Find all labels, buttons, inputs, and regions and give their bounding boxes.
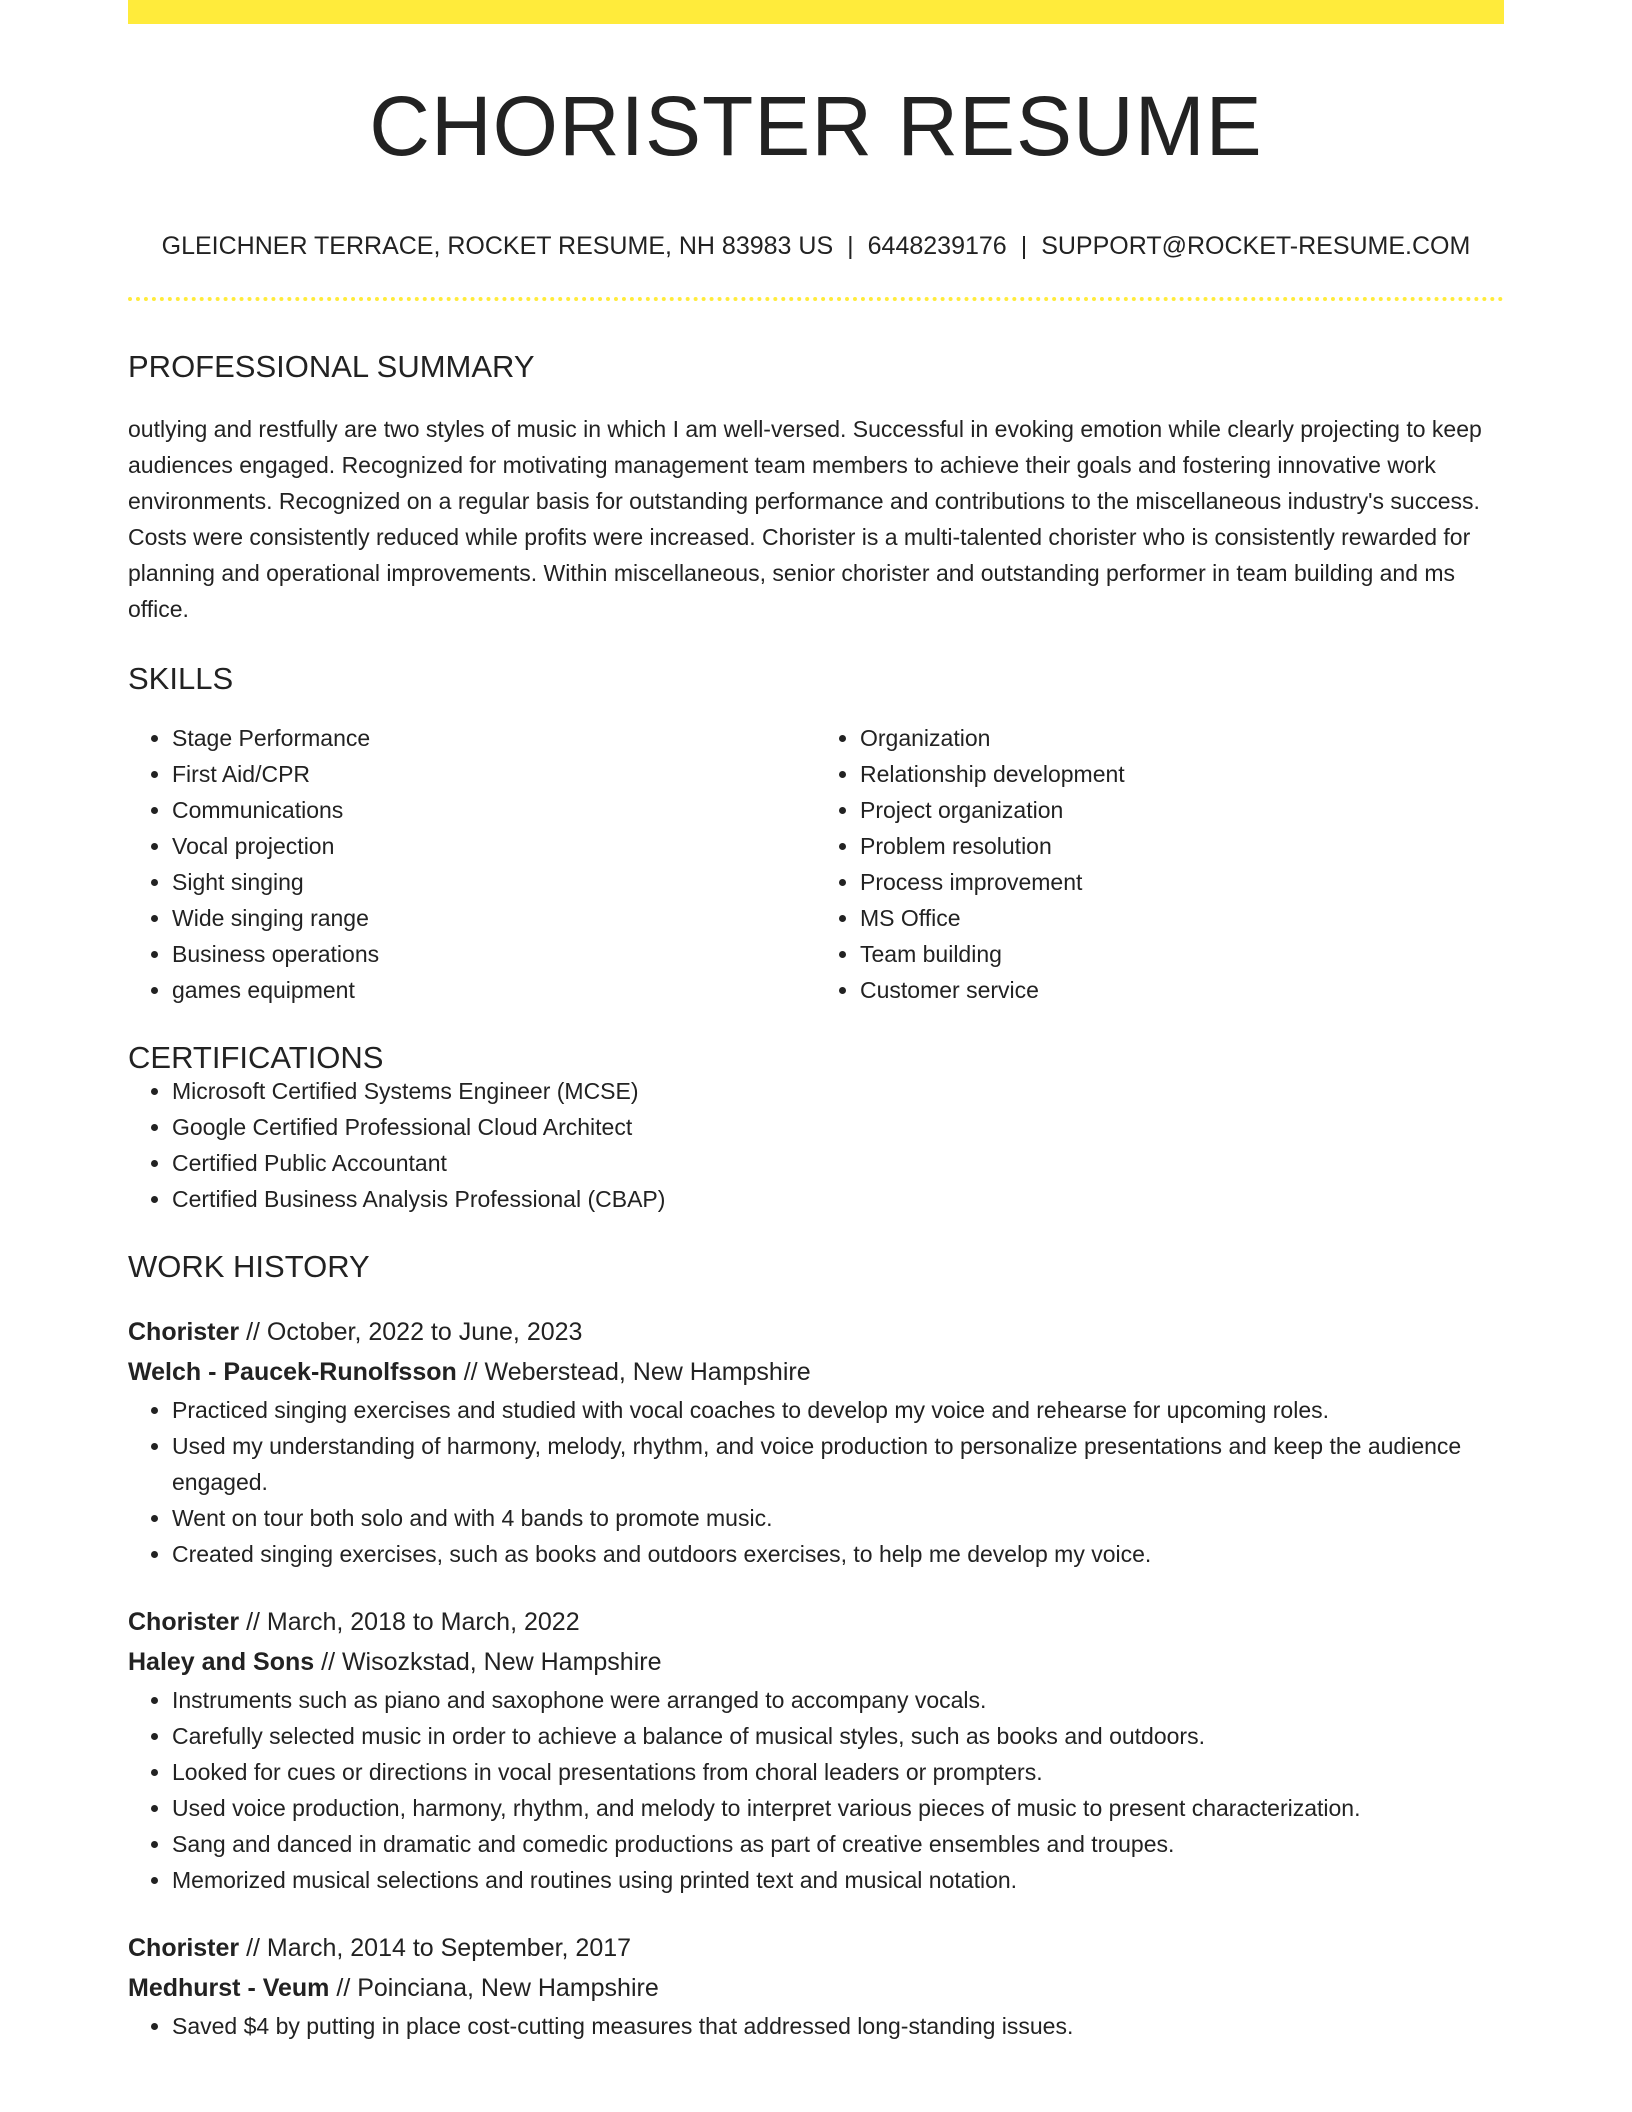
skill-item: • games equipment	[172, 972, 816, 1008]
job-company-line	[128, 1352, 1504, 1392]
job-role: Chorister	[128, 1934, 240, 1962]
skill-item: • Team building	[860, 936, 1504, 972]
skill-item: • Sight singing	[172, 864, 816, 900]
job-bullet: • Sang and danced in dramatic and comedic productions as part of creative ensembles and troupes.	[172, 1826, 1504, 1862]
resume-title: CHORISTER RESUME	[369, 79, 1263, 173]
skills-heading: SKILLS	[128, 661, 234, 696]
contact-address: GLEICHNER TERRACE, ROCKET RESUME, NH 83983 US	[161, 232, 834, 260]
skill-item: • Business operations	[172, 936, 816, 972]
contact-email: SUPPORT@ROCKET-RESUME.COM	[1041, 232, 1471, 260]
certification-item: • Certified Business Analysis Professional (CBAP)	[172, 1181, 1504, 1217]
job-bullet: • Went on tour both solo and with 4 bands to promote music.	[172, 1500, 1504, 1536]
job-dates: // October, 2022 to June, 2023	[239, 1318, 583, 1346]
skill-item: • Project organization	[860, 792, 1504, 828]
job-dates: // March, 2014 to September, 2017	[239, 1934, 632, 1962]
skill-item: • Relationship development	[860, 756, 1504, 792]
job-entry	[128, 1312, 1504, 1572]
job-role-line	[128, 1928, 1504, 1968]
certifications-list	[128, 1073, 1504, 1217]
job-role-line	[128, 1602, 1504, 1642]
job-dates: // March, 2018 to March, 2022	[239, 1608, 580, 1636]
job-bullet: • Created singing exercises, such as books and outdoors exercises, to help me develop my voice.	[172, 1536, 1504, 1572]
job-company-line	[128, 1968, 1504, 2008]
job-location: // Wisozkstad, New Hampshire	[314, 1648, 662, 1676]
skill-item: • First Aid/CPR	[172, 756, 816, 792]
job-location: // Poinciana, New Hampshire	[329, 1974, 659, 2002]
contact-line	[128, 234, 1504, 259]
certification-item: • Google Certified Professional Cloud Architect	[172, 1109, 1504, 1145]
job-role-line	[128, 1312, 1504, 1352]
job-bullet: • Practiced singing exercises and studied with vocal coaches to develop my voice and rehearse for upcoming roles.	[172, 1392, 1504, 1428]
certifications-heading: CERTIFICATIONS	[128, 1040, 384, 1075]
summary-text: outlying and restfully are two styles of music in which I am well-versed. Successful in evoking emotion while clearly projecting to keep audiences engaged. Recognized for motivating management team members to achieve their goals and fostering innovative work environments. Recognized on a regular basis for outstanding performance and contributions to the miscellaneous industry's success. Costs were consistently reduced while profits were increased. Chorister is a multi-talented chorister who is consistently rewarded for planning and operational improvements. Within miscellaneous, senior chorister and outstanding performer in team building and ms office.	[128, 416, 1482, 622]
job-entry	[128, 1602, 1504, 1898]
skills-right-column	[816, 720, 1504, 1008]
dotted-divider	[128, 297, 1504, 301]
summary-heading: PROFESSIONAL SUMMARY	[128, 349, 535, 384]
certification-item: • Microsoft Certified Systems Engineer (MCSE)	[172, 1073, 1504, 1109]
contact-separator: |	[1020, 232, 1028, 260]
job-role: Chorister	[128, 1608, 240, 1636]
job-bullets	[128, 2008, 1504, 2044]
contact-separator: |	[847, 232, 854, 260]
job-bullet: • Used my understanding of harmony, melody, rhythm, and voice production to personalize presentations and keep the audience engaged.	[172, 1428, 1504, 1500]
skill-item: • Wide singing range	[172, 900, 816, 936]
job-bullet: • Instruments such as piano and saxophone were arranged to accompany vocals.	[172, 1682, 1504, 1718]
skill-item: • Communications	[172, 792, 816, 828]
job-bullet: • Memorized musical selections and routines using printed text and musical notation.	[172, 1862, 1504, 1898]
skill-item: • MS Office	[860, 900, 1504, 936]
work-history-heading: WORK HISTORY	[128, 1249, 370, 1284]
job-bullet: • Used voice production, harmony, rhythm, and melody to interpret various pieces of music to present characterization.	[172, 1790, 1504, 1826]
job-location: // Weberstead, New Hampshire	[456, 1358, 811, 1386]
skill-item: • Process improvement	[860, 864, 1504, 900]
top-accent-bar	[128, 0, 1504, 24]
job-company: Welch - Paucek-Runolfsson	[128, 1358, 457, 1386]
job-company: Haley and Sons	[128, 1648, 315, 1676]
job-bullets	[128, 1682, 1504, 1898]
skill-item: • Problem resolution	[860, 828, 1504, 864]
contact-phone: 6448239176	[867, 232, 1007, 260]
skills-left-column	[128, 720, 816, 1008]
job-role: Chorister	[128, 1318, 240, 1346]
resume-page	[128, 0, 1504, 2044]
job-bullet: • Carefully selected music in order to achieve a balance of musical styles, such as books and outdoors.	[172, 1718, 1504, 1754]
skill-item: • Vocal projection	[172, 828, 816, 864]
job-company: Medhurst - Veum	[128, 1974, 330, 2002]
job-bullet: • Saved $4 by putting in place cost-cutting measures that addressed long-standing issues.	[172, 2008, 1504, 2044]
skill-item: • Customer service	[860, 972, 1504, 1008]
job-company-line	[128, 1642, 1504, 1682]
job-entry	[128, 1928, 1504, 2044]
job-bullet: • Looked for cues or directions in vocal presentations from choral leaders or prompters.	[172, 1754, 1504, 1790]
skills-grid	[128, 720, 1504, 1008]
skill-item: • Organization	[860, 720, 1504, 756]
certification-item: • Certified Public Accountant	[172, 1145, 1504, 1181]
skill-item: • Stage Performance	[172, 720, 816, 756]
job-bullets	[128, 1392, 1504, 1572]
